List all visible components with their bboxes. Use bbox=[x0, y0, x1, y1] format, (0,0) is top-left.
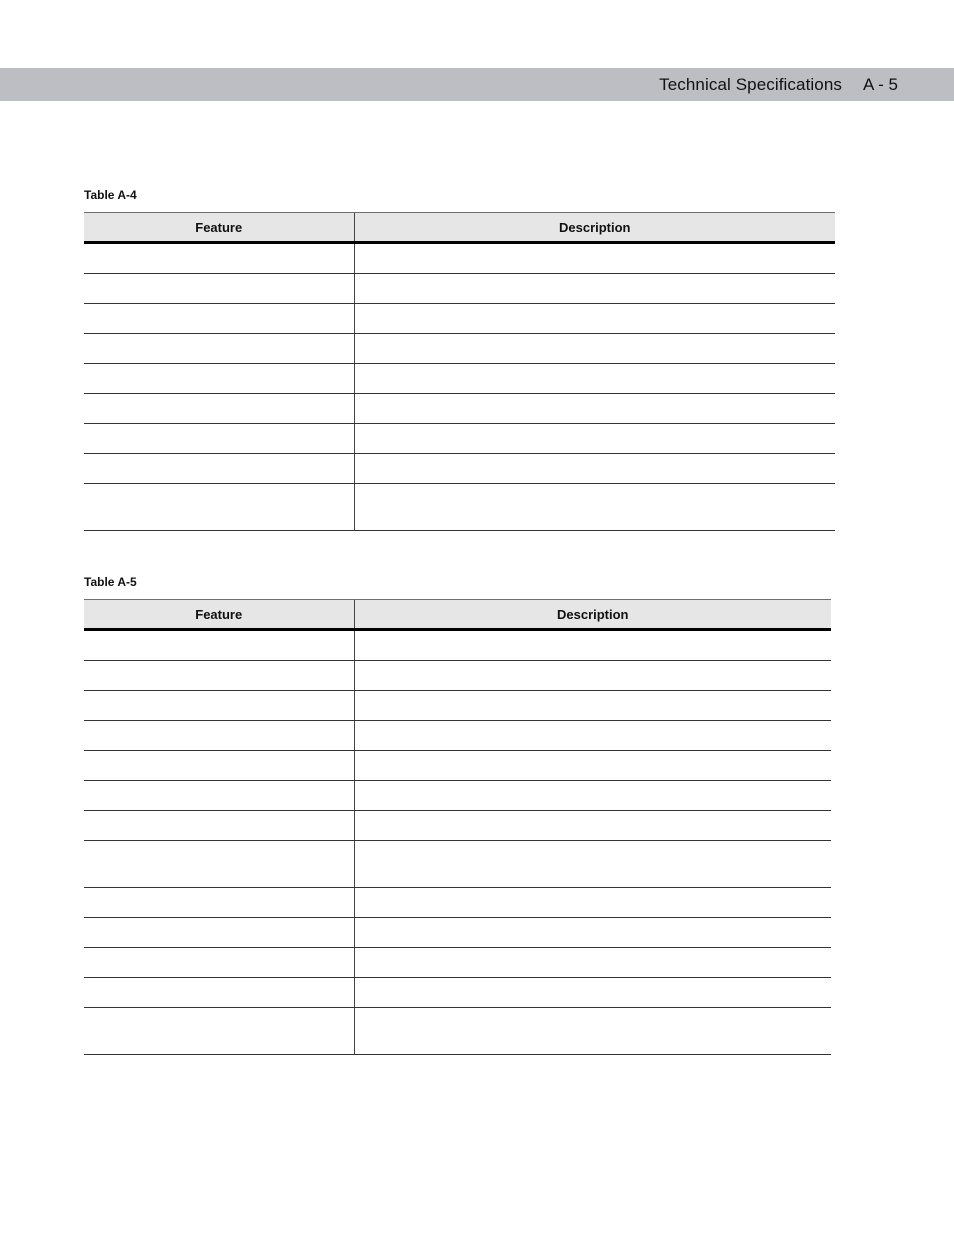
feature-cell bbox=[84, 888, 354, 918]
table-row bbox=[84, 364, 835, 394]
feature-cell bbox=[84, 691, 354, 721]
table-row bbox=[84, 811, 831, 841]
table-header-row bbox=[84, 600, 831, 630]
table-row bbox=[84, 691, 831, 721]
description-cell bbox=[354, 661, 831, 691]
table-header-row bbox=[84, 213, 835, 243]
description-cell bbox=[354, 454, 835, 484]
table-row bbox=[84, 661, 831, 691]
description-cell bbox=[354, 304, 835, 334]
table-row bbox=[84, 918, 831, 948]
feature-cell bbox=[84, 394, 354, 424]
table-row bbox=[84, 948, 831, 978]
feature-cell bbox=[84, 630, 354, 661]
description-cell bbox=[354, 978, 831, 1008]
table-row bbox=[84, 424, 835, 454]
description-cell bbox=[354, 630, 831, 661]
table-a4 bbox=[84, 212, 835, 531]
table-caption-a4: Table A-4 bbox=[84, 188, 137, 202]
header-title: Technical Specifications bbox=[659, 75, 842, 94]
column-header-feature: Feature bbox=[84, 213, 354, 243]
table-row bbox=[84, 721, 831, 751]
feature-cell bbox=[84, 781, 354, 811]
description-cell bbox=[354, 918, 831, 948]
table-row bbox=[84, 394, 835, 424]
table-row bbox=[84, 630, 831, 661]
table-row bbox=[84, 751, 831, 781]
table-a5 bbox=[84, 599, 831, 1055]
description-cell bbox=[354, 1008, 831, 1055]
table-row bbox=[84, 1008, 831, 1055]
table-row bbox=[84, 888, 831, 918]
feature-cell bbox=[84, 661, 354, 691]
description-cell bbox=[354, 334, 835, 364]
description-cell bbox=[354, 364, 835, 394]
description-cell bbox=[354, 888, 831, 918]
column-header-description: Description bbox=[354, 600, 831, 630]
description-cell bbox=[354, 691, 831, 721]
feature-cell bbox=[84, 978, 354, 1008]
feature-cell bbox=[84, 811, 354, 841]
feature-cell bbox=[84, 243, 354, 274]
description-cell bbox=[354, 811, 831, 841]
feature-cell bbox=[84, 274, 354, 304]
description-cell bbox=[354, 751, 831, 781]
table-row bbox=[84, 484, 835, 531]
table-row bbox=[84, 781, 831, 811]
description-cell bbox=[354, 948, 831, 978]
table-row bbox=[84, 454, 835, 484]
feature-cell bbox=[84, 454, 354, 484]
feature-cell bbox=[84, 334, 354, 364]
feature-cell bbox=[84, 1008, 354, 1055]
feature-cell bbox=[84, 304, 354, 334]
description-cell bbox=[354, 841, 831, 888]
table-row bbox=[84, 978, 831, 1008]
table-row bbox=[84, 304, 835, 334]
description-cell bbox=[354, 484, 835, 531]
description-cell bbox=[354, 274, 835, 304]
feature-cell bbox=[84, 424, 354, 454]
page-header-bar bbox=[0, 68, 954, 101]
description-cell bbox=[354, 394, 835, 424]
column-header-feature: Feature bbox=[84, 600, 354, 630]
feature-cell bbox=[84, 918, 354, 948]
table-row bbox=[84, 274, 835, 304]
column-header-description: Description bbox=[354, 213, 835, 243]
page-number: A - 5 bbox=[863, 75, 898, 94]
feature-cell bbox=[84, 364, 354, 394]
feature-cell bbox=[84, 948, 354, 978]
description-cell bbox=[354, 424, 835, 454]
table-row bbox=[84, 841, 831, 888]
table-caption-a5: Table A-5 bbox=[84, 575, 137, 589]
table-row bbox=[84, 334, 835, 364]
description-cell bbox=[354, 243, 835, 274]
feature-cell bbox=[84, 751, 354, 781]
description-cell bbox=[354, 721, 831, 751]
table-row bbox=[84, 243, 835, 274]
description-cell bbox=[354, 781, 831, 811]
feature-cell bbox=[84, 484, 354, 531]
feature-cell bbox=[84, 841, 354, 888]
feature-cell bbox=[84, 721, 354, 751]
